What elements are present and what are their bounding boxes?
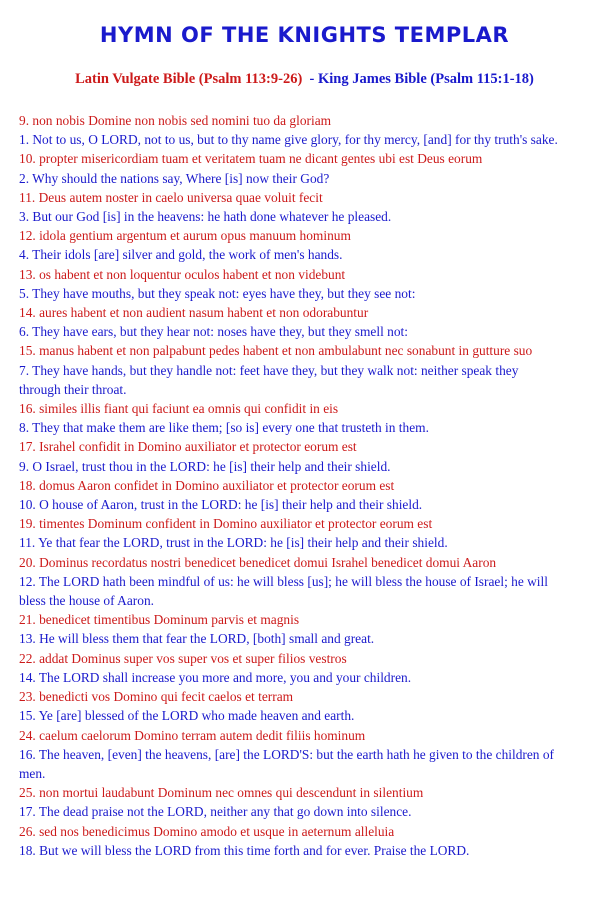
verse-english: 17. The dead praise not the LORD, neither any that go down into silence. — [19, 804, 412, 820]
verse-latin: 15. manus habent et non palpabunt pedes habent et non ambulabunt nec sonabunt in gutture suo — [19, 343, 533, 359]
verse-english: 9. O Israel, trust thou in the LORD: he [is] their help and their shield. — [19, 458, 391, 474]
verse-latin: 13. os habent et non loquentur oculos habent et non videbunt — [19, 266, 346, 282]
verse-english: 13. He will bless them that fear the LORD, [both] small and great. — [19, 631, 375, 647]
verse-english: 18. But we will bless the LORD from this time forth and for ever. Praise the LORD. — [19, 842, 470, 858]
verse-latin: 23. benedicti vos Domino qui fecit caelos et terram — [19, 689, 294, 705]
verse-english: 14. The LORD shall increase you more and more, you and your children. — [19, 669, 412, 685]
verse-latin: 17. Israhel confidit in Domino auxiliator et protector eorum est — [19, 439, 357, 455]
verse-english: 12. The LORD hath been mindful of us: he will bless [us]; he will bless the house of Israel; he will bless the house of Aaron. — [19, 573, 548, 609]
verse-latin: 16. similes illis fiant qui faciunt ea omnis qui confidit in eis — [19, 401, 339, 417]
verse-english: 3. But our God [is] in the heavens: he hath done whatever he pleased. — [19, 209, 392, 225]
page-title: HYMN OF THE KNIGHTS TEMPLAR — [99, 23, 510, 47]
verse-english: 1. Not to us, O LORD, not to us, but to thy name give glory, for thy mercy, [and] for thy truth's sake. — [19, 132, 558, 148]
verse-english: 16. The heaven, [even] the heavens, [are] the LORD'S: but the earth hath he given to the children of men. — [19, 746, 554, 781]
verse-english: 11. Ye that fear the LORD, trust in the LORD: he [is] their help and their shield. — [19, 535, 448, 551]
verse-english: 6. They have ears, but they hear not: noses have they, but they smell not: — [19, 324, 408, 340]
verse-latin: 22. addat Dominus super vos super vos et super filios vestros — [19, 650, 347, 666]
verse-latin: 12. idola gentium argentum et aurum opus manuum hominum — [19, 228, 351, 244]
verse-english: 5. They have mouths, but they speak not: eyes have they, but they see not: — [19, 285, 416, 301]
verse-latin: 25. non mortui laudabunt Dominum nec omnes qui descendunt in silentium — [19, 785, 424, 801]
verse-english: 2. Why should the nations say, Where [is] now their God? — [19, 170, 330, 186]
verse-latin: 14. aures habent et non audient nasum habent et non odorabuntur — [19, 305, 369, 321]
verse-list — [19, 111, 559, 860]
subtitle — [0, 69, 609, 89]
verse-latin: 26. sed nos benedicimus Domino amodo et usque in aeternum alleluia — [19, 823, 395, 839]
verse-latin: 9. non nobis Domine non nobis sed nomini tuo da gloriam — [19, 113, 332, 128]
verse-english: 4. Their idols [are] silver and gold, the work of men's hands. — [19, 247, 343, 263]
verse-english: 15. Ye [are] blessed of the LORD who made heaven and earth. — [19, 708, 355, 724]
verse-latin: 21. benedicet timentibus Dominum parvis et magnis — [19, 612, 300, 628]
verse-english: 7. They have hands, but they handle not: feet have they, but they walk not: neither speak they through their throat. — [19, 362, 519, 397]
subtitle-latin-source: Latin Vulgate Bible (Psalm 113:9-26) — [75, 71, 303, 87]
subtitle-separator: - — [302, 71, 318, 87]
subtitle-kjv-source: King James Bible (Psalm 115:1-18) — [318, 71, 534, 87]
verse-english: 8. They that make them are like them; [so is] every one that trusteth in them. — [19, 420, 429, 436]
verse-latin: 20. Dominus recordatus nostri benedicet benedicet domui Israhel benedicet domui Aaron — [19, 554, 497, 570]
verse-latin: 11. Deus autem noster in caelo universa quae voluit fecit — [19, 189, 323, 205]
verse-latin: 24. caelum caelorum Domino terram autem dedit filiis hominum — [19, 727, 366, 743]
verse-latin: 19. timentes Dominum confident in Domino auxiliator et protector eorum est — [19, 516, 433, 532]
verse-latin: 10. propter misericordiam tuam et veritatem tuam ne dicant gentes ubi est Deus eorum — [19, 151, 483, 167]
verse-english: 10. O house of Aaron, trust in the LORD: he [is] their help and their shield. — [19, 497, 423, 513]
verse-latin: 18. domus Aaron confidet in Domino auxiliator et protector eorum est — [19, 477, 395, 493]
